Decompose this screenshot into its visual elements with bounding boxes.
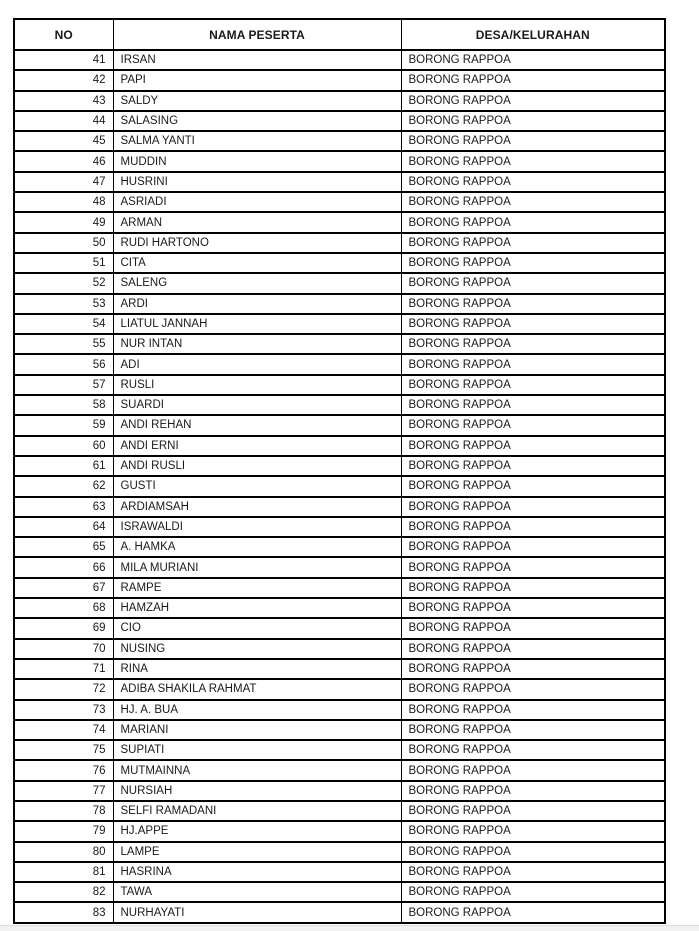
- participant-name-cell: HASRINA: [113, 862, 401, 882]
- participant-name-cell: RINA: [113, 659, 401, 679]
- table-row: [14, 314, 665, 334]
- participant-name-cell: NUSING: [113, 639, 401, 659]
- village-cell: BORONG RAPPOA: [401, 598, 665, 618]
- participant-name-cell: RUSLI: [113, 375, 401, 395]
- table-row: [14, 862, 665, 882]
- village-cell: BORONG RAPPOA: [401, 781, 665, 801]
- header-nama-peserta: NAMA PESERTA: [113, 19, 401, 50]
- village-cell: BORONG RAPPOA: [401, 517, 665, 537]
- village-cell: BORONG RAPPOA: [401, 314, 665, 334]
- row-number-cell: 46: [14, 151, 113, 171]
- village-cell: BORONG RAPPOA: [401, 415, 665, 435]
- row-number-cell: 61: [14, 456, 113, 476]
- row-number-cell: 74: [14, 720, 113, 740]
- table-row: [14, 273, 665, 293]
- row-number-cell: 70: [14, 639, 113, 659]
- participant-name-cell: SALDY: [113, 91, 401, 111]
- header-no: NO: [14, 19, 113, 50]
- village-cell: BORONG RAPPOA: [401, 659, 665, 679]
- participant-name-cell: SALASING: [113, 111, 401, 131]
- participant-name-cell: ASRIADI: [113, 192, 401, 212]
- table-body: [14, 50, 665, 923]
- village-cell: BORONG RAPPOA: [401, 578, 665, 598]
- row-number-cell: 81: [14, 862, 113, 882]
- village-cell: BORONG RAPPOA: [401, 679, 665, 699]
- table-row: [14, 91, 665, 111]
- participant-name-cell: RUDI HARTONO: [113, 233, 401, 253]
- header-desa-kelurahan: DESA/KELURAHAN: [401, 19, 665, 50]
- row-number-cell: 48: [14, 192, 113, 212]
- participants-table: [13, 18, 666, 924]
- row-number-cell: 57: [14, 375, 113, 395]
- participant-name-cell: LIATUL JANNAH: [113, 314, 401, 334]
- village-cell: BORONG RAPPOA: [401, 557, 665, 577]
- village-cell: BORONG RAPPOA: [401, 862, 665, 882]
- table-row: [14, 192, 665, 212]
- village-cell: BORONG RAPPOA: [401, 50, 665, 70]
- table-row: [14, 395, 665, 415]
- row-number-cell: 55: [14, 334, 113, 354]
- row-number-cell: 45: [14, 131, 113, 151]
- participant-name-cell: SALMA YANTI: [113, 131, 401, 151]
- row-number-cell: 58: [14, 395, 113, 415]
- participant-name-cell: HJ.APPE: [113, 821, 401, 841]
- table-row: [14, 172, 665, 192]
- participant-name-cell: ANDI ERNI: [113, 436, 401, 456]
- row-number-cell: 49: [14, 212, 113, 232]
- village-cell: BORONG RAPPOA: [401, 253, 665, 273]
- table-row: [14, 294, 665, 314]
- participant-name-cell: ISRAWALDI: [113, 517, 401, 537]
- table-row: [14, 415, 665, 435]
- village-cell: BORONG RAPPOA: [401, 172, 665, 192]
- table-row: [14, 253, 665, 273]
- participant-name-cell: ARDIAMSAH: [113, 497, 401, 517]
- table-row: [14, 233, 665, 253]
- row-number-cell: 76: [14, 760, 113, 780]
- participant-name-cell: CITA: [113, 253, 401, 273]
- table-row: [14, 436, 665, 456]
- village-cell: BORONG RAPPOA: [401, 618, 665, 638]
- row-number-cell: 65: [14, 537, 113, 557]
- participant-name-cell: CIO: [113, 618, 401, 638]
- table-row: [14, 517, 665, 537]
- participant-name-cell: GUSTI: [113, 476, 401, 496]
- participant-name-cell: HJ. A. BUA: [113, 700, 401, 720]
- village-cell: BORONG RAPPOA: [401, 740, 665, 760]
- row-number-cell: 79: [14, 821, 113, 841]
- row-number-cell: 77: [14, 781, 113, 801]
- participant-name-cell: HAMZAH: [113, 598, 401, 618]
- village-cell: BORONG RAPPOA: [401, 131, 665, 151]
- village-cell: BORONG RAPPOA: [401, 720, 665, 740]
- table-row: [14, 111, 665, 131]
- participant-name-cell: SUARDI: [113, 395, 401, 415]
- participant-name-cell: PAPI: [113, 70, 401, 90]
- table-row: [14, 476, 665, 496]
- village-cell: BORONG RAPPOA: [401, 821, 665, 841]
- table-row: [14, 212, 665, 232]
- village-cell: BORONG RAPPOA: [401, 354, 665, 374]
- participant-name-cell: TAWA: [113, 882, 401, 902]
- village-cell: BORONG RAPPOA: [401, 395, 665, 415]
- village-cell: BORONG RAPPOA: [401, 760, 665, 780]
- row-number-cell: 50: [14, 233, 113, 253]
- participant-name-cell: A. HAMKA: [113, 537, 401, 557]
- participant-name-cell: IRSAN: [113, 50, 401, 70]
- table-row: [14, 720, 665, 740]
- village-cell: BORONG RAPPOA: [401, 233, 665, 253]
- village-cell: BORONG RAPPOA: [401, 273, 665, 293]
- participant-name-cell: ADIBA SHAKILA RAHMAT: [113, 679, 401, 699]
- participant-name-cell: SUPIATI: [113, 740, 401, 760]
- row-number-cell: 44: [14, 111, 113, 131]
- table-row: [14, 497, 665, 517]
- participant-name-cell: SELFI RAMADANI: [113, 801, 401, 821]
- table-row: [14, 740, 665, 760]
- participant-name-cell: NURHAYATI: [113, 902, 401, 922]
- header-row: [14, 19, 665, 50]
- table-row: [14, 50, 665, 70]
- village-cell: BORONG RAPPOA: [401, 456, 665, 476]
- row-number-cell: 75: [14, 740, 113, 760]
- table-row: [14, 781, 665, 801]
- table-row: [14, 679, 665, 699]
- village-cell: BORONG RAPPOA: [401, 497, 665, 517]
- participant-name-cell: ADI: [113, 354, 401, 374]
- row-number-cell: 42: [14, 70, 113, 90]
- village-cell: BORONG RAPPOA: [401, 842, 665, 862]
- participant-name-cell: RAMPE: [113, 578, 401, 598]
- table-row: [14, 760, 665, 780]
- participant-name-cell: LAMPE: [113, 842, 401, 862]
- village-cell: BORONG RAPPOA: [401, 334, 665, 354]
- row-number-cell: 66: [14, 557, 113, 577]
- village-cell: BORONG RAPPOA: [401, 91, 665, 111]
- table-row: [14, 375, 665, 395]
- table-row: [14, 70, 665, 90]
- participant-name-cell: MUDDIN: [113, 151, 401, 171]
- row-number-cell: 67: [14, 578, 113, 598]
- table-row: [14, 639, 665, 659]
- table-row: [14, 902, 665, 922]
- village-cell: BORONG RAPPOA: [401, 151, 665, 171]
- table-row: [14, 131, 665, 151]
- row-number-cell: 82: [14, 882, 113, 902]
- table-row: [14, 456, 665, 476]
- village-cell: BORONG RAPPOA: [401, 111, 665, 131]
- participant-name-cell: SALENG: [113, 273, 401, 293]
- table-row: [14, 882, 665, 902]
- participant-name-cell: NUR INTAN: [113, 334, 401, 354]
- row-number-cell: 53: [14, 294, 113, 314]
- row-number-cell: 60: [14, 436, 113, 456]
- row-number-cell: 52: [14, 273, 113, 293]
- village-cell: BORONG RAPPOA: [401, 192, 665, 212]
- row-number-cell: 71: [14, 659, 113, 679]
- row-number-cell: 47: [14, 172, 113, 192]
- table-row: [14, 578, 665, 598]
- row-number-cell: 83: [14, 902, 113, 922]
- village-cell: BORONG RAPPOA: [401, 801, 665, 821]
- village-cell: BORONG RAPPOA: [401, 375, 665, 395]
- village-cell: BORONG RAPPOA: [401, 476, 665, 496]
- row-number-cell: 78: [14, 801, 113, 821]
- table-row: [14, 354, 665, 374]
- participant-name-cell: HUSRINI: [113, 172, 401, 192]
- row-number-cell: 73: [14, 700, 113, 720]
- table-row: [14, 821, 665, 841]
- village-cell: BORONG RAPPOA: [401, 700, 665, 720]
- bottom-strip: [0, 925, 699, 931]
- village-cell: BORONG RAPPOA: [401, 882, 665, 902]
- row-number-cell: 64: [14, 517, 113, 537]
- row-number-cell: 43: [14, 91, 113, 111]
- table-row: [14, 801, 665, 821]
- table-row: [14, 700, 665, 720]
- row-number-cell: 72: [14, 679, 113, 699]
- participant-name-cell: MARIANI: [113, 720, 401, 740]
- village-cell: BORONG RAPPOA: [401, 639, 665, 659]
- table-row: [14, 842, 665, 862]
- row-number-cell: 59: [14, 415, 113, 435]
- table-row: [14, 334, 665, 354]
- village-cell: BORONG RAPPOA: [401, 902, 665, 922]
- participant-name-cell: MILA MURIANI: [113, 557, 401, 577]
- row-number-cell: 80: [14, 842, 113, 862]
- table-row: [14, 537, 665, 557]
- village-cell: BORONG RAPPOA: [401, 436, 665, 456]
- participant-name-cell: MUTMAINNA: [113, 760, 401, 780]
- row-number-cell: 62: [14, 476, 113, 496]
- row-number-cell: 51: [14, 253, 113, 273]
- village-cell: BORONG RAPPOA: [401, 537, 665, 557]
- participant-name-cell: ANDI RUSLI: [113, 456, 401, 476]
- village-cell: BORONG RAPPOA: [401, 294, 665, 314]
- table-row: [14, 598, 665, 618]
- row-number-cell: 68: [14, 598, 113, 618]
- village-cell: BORONG RAPPOA: [401, 70, 665, 90]
- row-number-cell: 54: [14, 314, 113, 334]
- row-number-cell: 56: [14, 354, 113, 374]
- participant-name-cell: ARDI: [113, 294, 401, 314]
- village-cell: BORONG RAPPOA: [401, 212, 665, 232]
- participant-name-cell: ANDI REHAN: [113, 415, 401, 435]
- row-number-cell: 69: [14, 618, 113, 638]
- table-row: [14, 618, 665, 638]
- participant-name-cell: NURSIAH: [113, 781, 401, 801]
- row-number-cell: 41: [14, 50, 113, 70]
- row-number-cell: 63: [14, 497, 113, 517]
- table-row: [14, 557, 665, 577]
- table-row: [14, 151, 665, 171]
- table-row: [14, 659, 665, 679]
- participant-name-cell: ARMAN: [113, 212, 401, 232]
